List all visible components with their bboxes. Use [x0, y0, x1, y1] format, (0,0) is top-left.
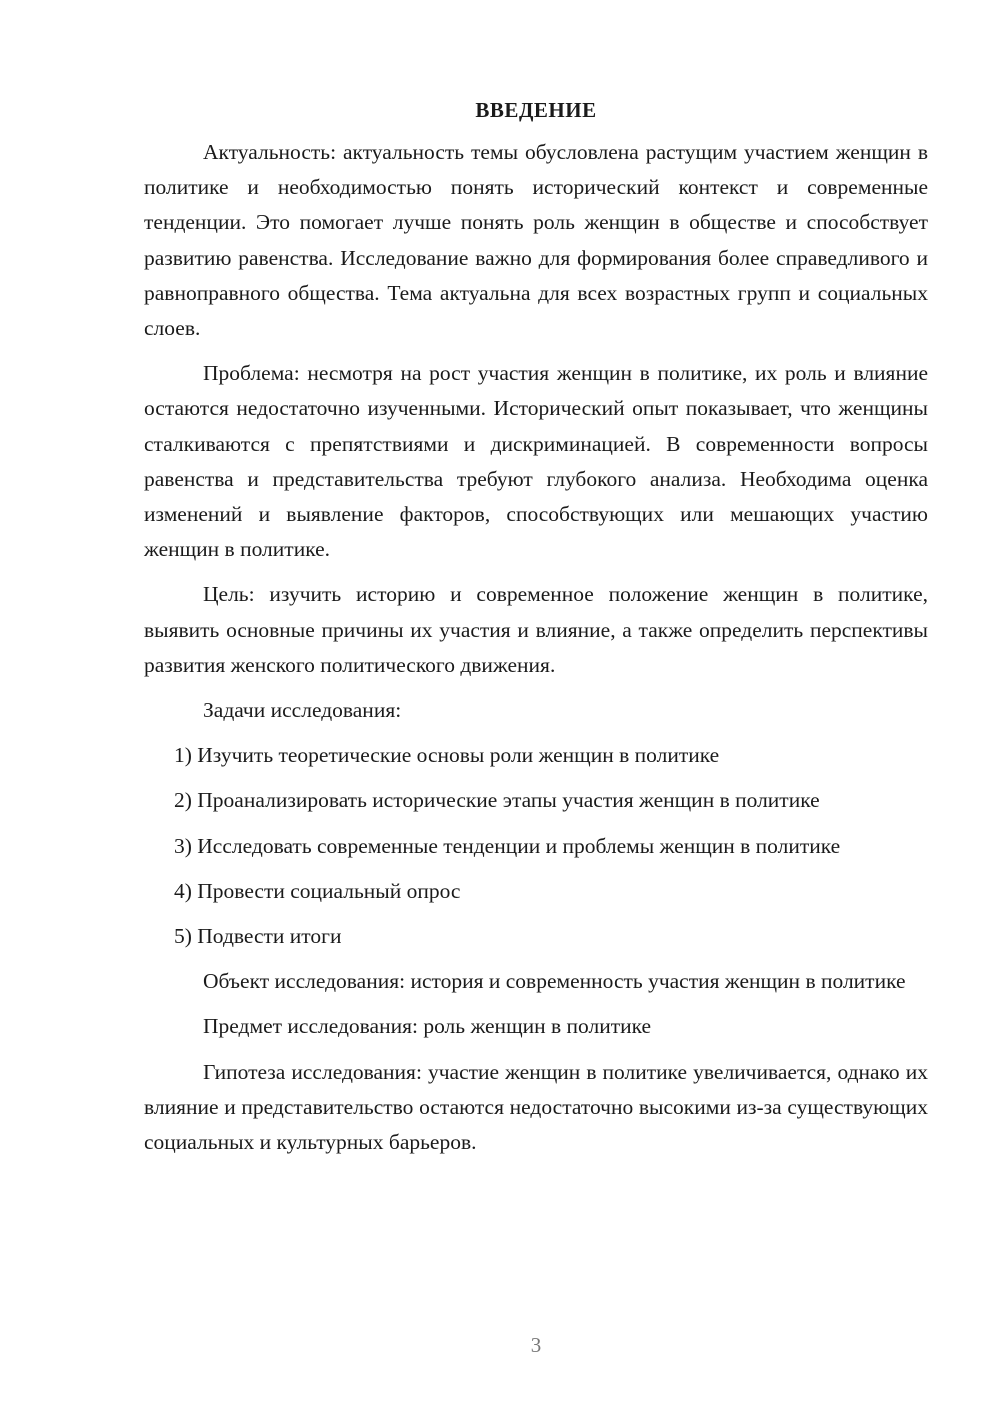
list-item: 5) Подвести итоги	[174, 924, 342, 949]
list-item: 3) Исследовать современные тенденции и проблемы женщин в политике	[174, 833, 841, 858]
paragraph-goal: Цель: изучить историю и современное положение женщин в политике, выявить основные причины их участия и влияние, а также определить перспективы развития женского политического движения.	[144, 582, 928, 677]
list-item: 4) Провести социальный опрос	[174, 878, 461, 903]
paragraph-problem: Проблема: несмотря на рост участия женщин в политике, их роль и влияние остаются недостаточно изученными. Исторический опыт показывает, что женщины сталкиваются с препятствиями и дискриминацией. В современности вопросы равенства и представительства требуют глубокого анализа. Необходима оценка изменений и выявление факторов, способствующих или мешающих участию женщин в политике.	[144, 361, 928, 562]
paragraph-object: Объект исследования: история и современность участия женщин в политике	[203, 969, 906, 994]
tasks-heading: Задачи исследования:	[203, 698, 402, 723]
page-number: 3	[530, 1333, 542, 1357]
paragraph-relevance: Актуальность: актуальность темы обусловлена растущим участием женщин в политике и необходимостью понять исторический контекст и современные тенденции. Это помогает лучше понять роль женщин в обществе и способствует развитию равенства. Исследование важно для формирования более справедливого и равноправного общества. Тема актуальна для всех возрастных групп и социальных слоев.	[144, 140, 928, 341]
list-item: 1) Изучить теоретические основы роли женщин в политике	[174, 743, 720, 768]
paragraph-subject: Предмет исследования: роль женщин в политике	[203, 1014, 652, 1039]
document-page	[144, 95, 928, 1170]
page-title: ВВЕДЕНИЕ	[475, 98, 597, 122]
paragraph-hypothesis: Гипотеза исследования: участие женщин в политике увеличивается, однако их влияние и представительство остаются недостаточно высокими из-за существующих социальных и культурных барьеров.	[144, 1059, 928, 1155]
list-item: 2) Проанализировать исторические этапы участия женщин в политике	[174, 788, 820, 813]
